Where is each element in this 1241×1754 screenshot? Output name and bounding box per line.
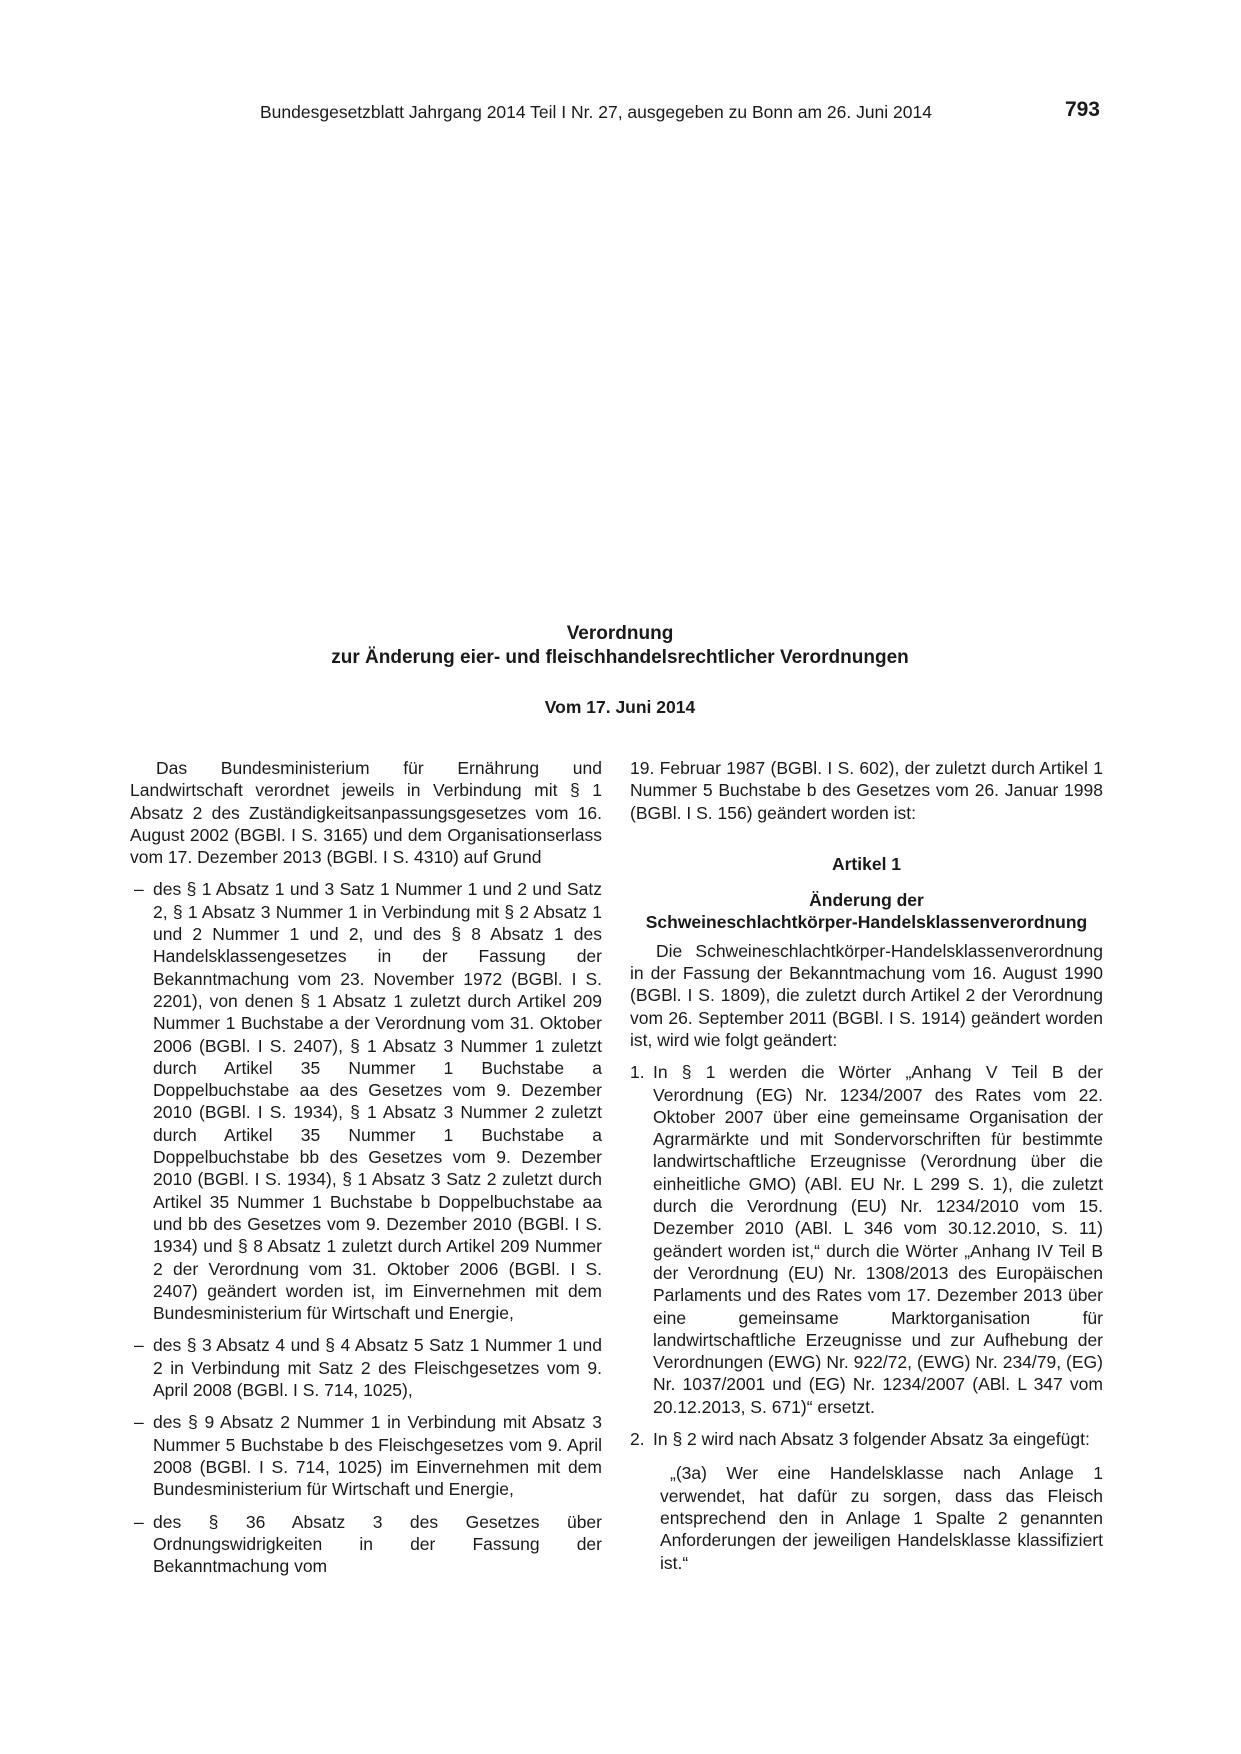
- article-intro: Die Schweineschlachtkörper-Handelsklassenverordnung in der Fassung der Bekanntmachung vom 16. August 1990 (BGBl. I S. 1809), die zuletzt durch Artikel 2 der Verordnung vom 26. September 2011 (BGBl. I S. 1914) geändert worden ist, wird wie folgt geändert:: [630, 940, 1103, 1050]
- legal-basis-text: des § 9 Absatz 2 Nummer 1 in Verbindung mit Absatz 3 Nummer 5 Buchstabe b des Fleischgesetzes vom 9. April 2008 (BGBl. I S. 714, 1025) im Einvernehmen mit dem Bundesministerium für Wirtschaft und Energie,: [153, 1412, 602, 1500]
- inserted-paragraph-quote: „(3a) Wer eine Handelsklasse nach Anlage 1 verwendet, hat dafür zu sorgen, dass das Fleisch entsprechend den in Anlage 1 Spalte 2 genannten Anforderungen der jeweiligen Handelsklasse klassifiziert ist.“: [660, 1463, 1103, 1573]
- dash-marker: –: [134, 1412, 144, 1433]
- document-title: Verordnung: [566, 623, 674, 644]
- legal-basis-text: des § 3 Absatz 4 und § 4 Absatz 5 Satz 1 Nummer 1 und 2 in Verbindung mit Satz 2 des Fleischgesetzes vom 9. April 2008 (BGBl. I S. 714, 1025),: [153, 1335, 602, 1401]
- preamble-continuation: 19. Februar 1987 (BGBl. I S. 602), der zuletzt durch Artikel 1 Nummer 5 Buchstabe b des Gesetzes vom 26. Januar 1998 (BGBl. I S. 156) geändert worden ist:: [630, 758, 1103, 823]
- legal-basis-item: [130, 1411, 602, 1500]
- legal-basis-text: des § 36 Absatz 3 des Gesetzes über Ordnungswidrigkeiten in der Fassung der Bekanntmachung vom: [153, 1511, 602, 1577]
- document-title-block: [160, 622, 1080, 736]
- item-number: 2.: [630, 1429, 645, 1450]
- dash-marker: –: [134, 1511, 144, 1532]
- legal-basis-item: [130, 878, 602, 1324]
- preamble-intro: Das Bundesministerium für Ernährung und Landwirtschaft verordnet jeweils in Verbindung mit § 1 Absatz 2 des Zuständigkeitsanpassungsgesetzes vom 16. August 2002 (BGBl. I S. 3165) und dem Organisationserlass vom 17. Dezember 2013 (BGBl. I S. 4310) auf Grund: [130, 758, 602, 868]
- page-header: [260, 100, 1100, 130]
- dash-marker: –: [134, 1335, 144, 1356]
- item-number: 1.: [630, 1062, 645, 1083]
- legal-basis-item: [130, 1511, 602, 1578]
- right-column: [630, 757, 1103, 1574]
- page-number: 793: [1064, 98, 1100, 121]
- document-subtitle: zur Änderung eier- und fleischhandelsrechtlicher Verordnungen: [331, 647, 909, 668]
- legal-basis-text: des § 1 Absatz 1 und 3 Satz 1 Nummer 1 und 2 und Satz 2, § 1 Absatz 3 Nummer 1 in Verbindung mit § 2 Absatz 1 und 2 Nummer 1 und 2, und des § 8 Absatz 1 des Handelsklassengesetzes in der Fassung der Bekanntmachung vom 23. November 1972 (BGBl. I S. 2201), von denen § 1 Absatz 1 zuletzt durch Artikel 209 Nummer 1 Buchstabe a der Verordnung vom 31. Oktober 2006 (BGBl. I S. 2407), § 1 Absatz 3 Nummer 1 zuletzt durch Artikel 35 Nummer 1 Buchstabe a Doppelbuchstabe aa des Gesetzes vom 9. Dezember 2010 (BGBl. I S. 1934), § 1 Absatz 3 Nummer 2 zuletzt durch Artikel 35 Nummer 1 Buchstabe a Doppelbuchstabe bb des Gesetzes vom 9. Dezember 2010 (BGBl. I S. 1934), § 1 Absatz 3 Satz 2 zuletzt durch Artikel 35 Nummer 1 Buchstabe b Doppelbuchstabe aa und bb des Gesetzes vom 9. Dezember 2010 (BGBl. I S. 1934) und § 8 Absatz 1 zuletzt durch Artikel 209 Nummer 2 der Verordnung vom 31. Oktober 2006 (BGBl. I S. 2407) geändert worden ist, im Einvernehmen mit dem Bundesministerium für Wirtschaft und Energie,: [153, 879, 602, 1324]
- amendment-text: In § 2 wird nach Absatz 3 folgender Absatz 3a eingefügt:: [653, 1429, 1090, 1450]
- amendment-item: [630, 1428, 1103, 1450]
- article-title-subject: Schweineschlachtkörper-Handelsklassenverordnung: [645, 912, 1088, 933]
- dash-marker: –: [134, 879, 144, 900]
- amendment-text: In § 1 werden die Wörter „Anhang V Teil B der Verordnung (EG) Nr. 1234/2007 des Rates vom 22. Oktober 2007 über eine gemeinsame Organisation der Agrarmärkte und mit Sondervorschriften für bestimmte landwirtschaftliche Erzeugnisse (Verordnung über die einheitliche GMO) (ABl. EU Nr. L 299 S. 1), die zuletzt durch die Verordnung (EU) Nr. 1234/2010 vom 15. Dezember 2010 (ABl. L 346 vom 30.12.2010, S. 11) geändert worden ist,“ durch die Wörter „Anhang IV Teil B der Verordnung (EU) Nr. 1308/2013 des Europäischen Parlaments und des Rates vom 17. Dezember 2013 über eine gemeinsame Marktorganisation für landwirtschaftliche Erzeugnisse und zur Aufhebung der Verordnungen (EWG) Nr. 922/72, (EWG) Nr. 234/79, (EG) Nr. 1037/2001 und (EG) Nr. 1234/2007 (ABl. L 347 vom 20.12.2013, S. 671)“ ersetzt.: [653, 1062, 1103, 1417]
- article-title: Änderung der: [809, 890, 924, 911]
- amendment-item: [630, 1061, 1103, 1418]
- legal-basis-item: [130, 1334, 602, 1401]
- left-column: [130, 757, 602, 1577]
- running-head: Bundesgesetzblatt Jahrgang 2014 Teil I Nr. 27, ausgegeben zu Bonn am 26. Juni 2014: [260, 102, 932, 122]
- document-date: Vom 17. Juni 2014: [544, 697, 696, 717]
- article-label: Artikel 1: [831, 853, 902, 874]
